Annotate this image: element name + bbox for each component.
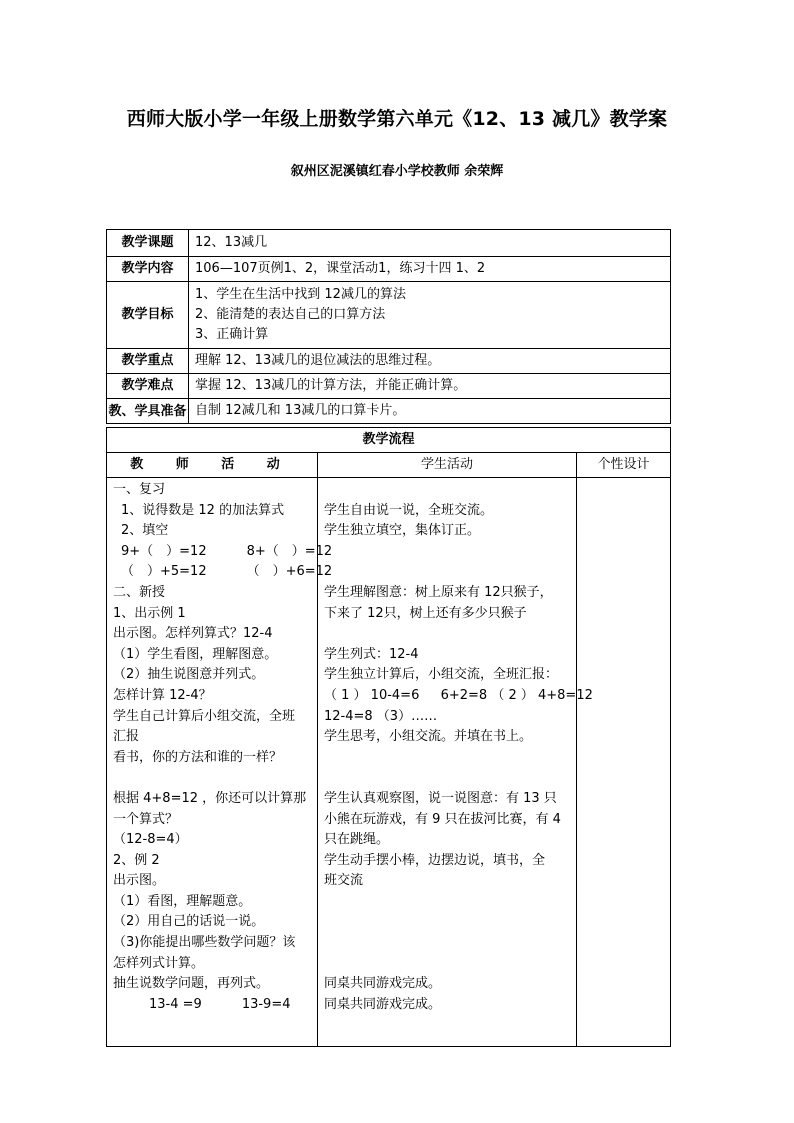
student-line: 学生动手摆小棒，边摆边说，填书，全 — [324, 852, 546, 868]
info-label: 教学内容 — [107, 257, 189, 282]
goal-line: 2、能清楚的表达自己的口算方法 — [195, 307, 386, 322]
blank-line — [324, 562, 570, 583]
blank-line — [324, 954, 570, 975]
student-line: 学生独立计算后，小组交流，全班汇报： — [324, 667, 559, 683]
teacher-line: 1、说得数是 12 的加法算式 — [121, 502, 285, 518]
goal-line: 1、学生在生活中找到 12减几的算法 — [195, 287, 406, 302]
blank-line — [324, 480, 570, 501]
flow-header-row — [107, 453, 671, 478]
document-title: 西师大版小学一年级上册数学第六单元《12、13 减几》教学案 — [126, 108, 668, 130]
student-line: （ 1 ） 10-4=6 6+2=8 （ 2 ） 4+8=12 — [324, 687, 593, 703]
flow-title-row — [107, 428, 671, 453]
goal-line: 3、正确计算 — [195, 327, 269, 342]
teacher-line — [113, 542, 333, 563]
teacher-line: （12-8=4） — [113, 832, 188, 848]
info-label: 教、学具准备 — [108, 404, 187, 419]
student-line: 只在跳绳。 — [324, 832, 390, 848]
teacher-activity-header: 教 师 活 动 — [107, 453, 318, 478]
blank-line — [113, 768, 311, 789]
teacher-line: 抽生说数学问题，再列式。 — [113, 976, 270, 992]
student-line: 小熊在玩游戏，有 9 只在拔河比赛，有 4 — [324, 811, 561, 827]
info-value: 12、13减几 — [189, 230, 671, 257]
info-value: 理解 12、13减几的退位减法的思维过程。 — [189, 349, 671, 374]
student-line: 学生独立填空，集体订正。 — [324, 523, 481, 539]
teacher-line: 学生自己计算后小组交流，全班 — [113, 708, 296, 724]
student-line: 12-4=8 （3）…… — [324, 708, 438, 724]
blank-line — [324, 768, 570, 789]
info-label: 教学重点 — [107, 349, 189, 374]
fill-blank-expr: 9+（ ）=12 — [121, 543, 207, 559]
fill-blank-expr: （ ）+5=12 — [121, 564, 207, 580]
personal-design-cell — [577, 478, 671, 1047]
student-line: 同桌共同游戏完成。 — [324, 976, 442, 992]
info-value: 106—107页例1、2，课堂活动1，练习十四 1、2 — [189, 257, 671, 282]
teacher-line: 出示图。怎样列算式？12-4 — [113, 626, 273, 642]
teacher-line: （3)你能提出哪些数学问题？该 — [113, 935, 296, 951]
teacher-line: （1）看图，理解题意。 — [113, 893, 252, 909]
info-row-content — [107, 257, 671, 282]
student-activity-header: 学生活动 — [318, 453, 577, 478]
equation: 13-9=4 — [241, 996, 291, 1012]
teacher-line: 看书，你的方法和谁的一样？ — [113, 749, 283, 765]
teacher-line: 2、填空 — [121, 523, 169, 539]
teacher-line: 怎样计算 12-4？ — [113, 687, 212, 703]
student-line: 学生理解图意：树上原来有 12只猴子， — [324, 584, 553, 600]
teacher-line: 出示图。 — [113, 873, 166, 889]
teacher-line: （1）学生看图，理解图意。 — [113, 646, 278, 662]
blank-line — [324, 542, 570, 563]
student-activity-cell — [318, 478, 593, 1047]
fill-blank-expr: 8+（ ）=12 — [246, 543, 333, 559]
lesson-info-table — [106, 229, 671, 424]
blank-line — [324, 933, 570, 954]
info-label: 教学目标 — [107, 282, 189, 349]
info-value: 掌握 12、13减几的计算方法，并能正确计算。 — [189, 374, 671, 399]
student-line: 同桌共同游戏完成。 — [324, 996, 442, 1012]
teacher-line: （2）用自己的话说一说。 — [113, 914, 265, 930]
student-line: 学生列式：12-4 — [324, 646, 419, 662]
info-value: 自制 12减几和 13减几的口算卡片。 — [189, 399, 671, 424]
blank-line — [324, 748, 570, 769]
blank-line — [324, 892, 570, 913]
info-row-difficulty — [107, 374, 671, 399]
teacher-activity-cell — [107, 478, 333, 1047]
teacher-line: （2）抽生说图意并列式。 — [113, 667, 265, 683]
info-row-materials — [107, 399, 671, 424]
fill-blank-expr: （ ）+6=12 — [246, 564, 333, 580]
teacher-line: 一、复习 — [113, 482, 166, 497]
teacher-line: 2、例 2 — [113, 852, 160, 868]
personal-design-header: 个性设计 — [577, 453, 671, 478]
info-row-goals — [107, 282, 671, 349]
info-value — [189, 282, 671, 349]
blank-line — [324, 912, 570, 933]
blank-line — [324, 624, 570, 645]
info-row-key-point — [107, 349, 671, 374]
teacher-line — [113, 995, 311, 1016]
info-label: 教学课题 — [107, 230, 189, 257]
student-line: 下来了 12只，树上还有多少只猴子 — [324, 605, 527, 621]
teacher-line: 二、新授 — [113, 584, 166, 600]
info-label: 教学难点 — [107, 374, 189, 399]
student-line: 学生认真观察图，说一说图意：有 13 只 — [324, 790, 557, 806]
teacher-line — [113, 562, 333, 583]
teacher-line: 汇报 — [113, 729, 140, 745]
equation: 13-4 =9 — [149, 996, 202, 1012]
teacher-line: 一个算式？ — [113, 811, 179, 827]
teacher-line: 1、出示例 1 — [113, 605, 186, 621]
teaching-flow-table — [106, 427, 671, 1047]
student-line: 班交流 — [324, 873, 364, 889]
teacher-line: 怎样列式计算。 — [113, 955, 205, 971]
flow-title: 教学流程 — [107, 428, 671, 453]
teacher-line: 根据 4+8=12 ，你还可以计算那 — [113, 790, 307, 806]
info-row-topic — [107, 230, 671, 257]
author-line: 叙州区泥溪镇红春小学校教师 余荣辉 — [290, 164, 504, 179]
student-line: 学生自由说一说，全班交流。 — [324, 502, 494, 518]
flow-body-row — [107, 478, 671, 1047]
student-line: 学生思考，小组交流。并填在书上。 — [324, 729, 533, 745]
